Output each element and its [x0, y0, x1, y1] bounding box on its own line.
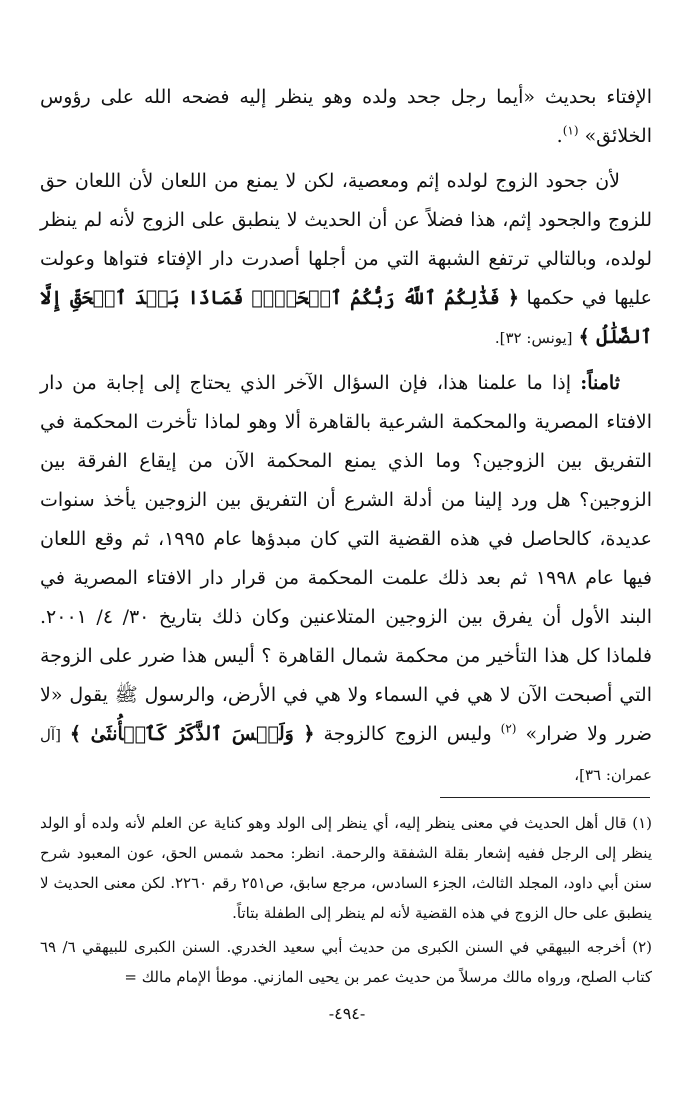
paragraph-3-text-continued: وليس الزوج كالزوجة: [323, 723, 492, 745]
paragraph-2-text: لأن جحود الزوج لولده إثم ومعصية، لكن لا يمنع من اللعان لأن اللعان حق للزوج والجحود إثم، هذا فضلاً عن أن الحديث لا ينطبق على الزوج لأنه لم ينظر لولده، وبالتالي ترتفع الشبهة التي من أجلها أصدرت دار الإفتاء فتواها وعولت عليها في حكمها: [40, 170, 652, 309]
page-number: -٤٩٤-: [328, 1004, 366, 1023]
paragraph-3: [40, 364, 652, 795]
paragraph-1-text: الإفتاء بحديث «أيما رجل جحد ولده وهو ينظر إليه فضحه الله على رؤوس الخلائق»: [40, 86, 652, 147]
section-lead-eighth: ثامناً:: [580, 372, 620, 394]
footnote-1: (١) قال أهل الحديث في معنى ينظر إليه، أي ينظر إلى الولد وهو كناية عن العلم لأنه ولده أو الولد ينظر إلى الرجل ففيه إشعار بقلة الشفقة والرحمة. انظر: محمد شمس الحق، عون المعبود شرح سنن أبي داود، المجلد الثالث، الجزء السادس، مرجع سابق، ص٢٥١ رقم ٢٢٦٠. لكن معنى الحديث لا ينطبق على حال الزوج في هذه القضية لأنه لم ينظر إلى الطفلة بتاتاً.: [40, 814, 652, 922]
paragraph-3-text: إذا ما علمنا هذا، فإن السؤال الآخر الذي يحتاج إلى إجابة من دار الافتاء المصرية والمحكمة الشرعية بالقاهرة ألا وهو لماذا تأخرت المحكمة في التفريق بين الزوجين؟ وما الذي يمنع المحكمة الآن من إيقاع الفرقة بين الزوجين؟ هل ورد إلينا من أدلة الشرع أن التفريق بين الزوجين يأخذ سنوات عديدة، كالحاصل في هذه القضية التي كان مبدؤها عام ١٩٩٥، ثم وقع اللعان فيها عام ١٩٩٨ ثم بعد ذلك علمت المحكمة من قرار دار الافتاء المصرية في البند الأول أن يفرق بين الزوجين المتلاعنين وكان ذلك بتاريخ ٣٠/ ٤/ ٢٠٠١. فلماذا كل هذا التأخير من محكمة شمال القاهرة ؟ أليس هذا ضرر على الزوجة التي أصبحت الآن لا هي في السماء ولا هي في الأرض، والرسول ﷺ يقول «لا ضرر ولا ضرار»: [40, 372, 652, 745]
footnote-separator: [440, 797, 650, 798]
paragraph-1-end: .: [556, 125, 563, 147]
footnote-ref-2[interactable]: (٢): [500, 721, 517, 736]
quran-verse-al-imran: ﴿ وَلَيۡسَ ٱلذَّكَرُ كَٱلۡأُنثَىٰ ﴾: [69, 723, 315, 745]
citation-al-imran: [آل عمران: ٣٦]،: [40, 726, 652, 784]
footnote-ref-1[interactable]: (١): [562, 123, 579, 138]
quran-verse-yunus: ﴿ فَذَٰلِكُمُ ٱللَّهُ رَبُّكُمُ ٱلۡحَقُّۖ فَمَاذَا بَعۡدَ ٱلۡحَقِّ إِلَّا ٱلضَّلَٰلُ ﴾: [40, 287, 652, 348]
paragraph-2: [40, 162, 652, 358]
citation-yunus: [يونس: ٣٢].: [494, 329, 573, 347]
paragraph-1: [40, 78, 652, 156]
footnote-2: (٢) أخرجه البيهقي في السنن الكبرى من حديث أبي سعيد الخدري. السنن الكبرى للبيهقي ٦/ ٦٩ كتاب الصلح، ورواه مالك مرسلاً من حديث عمر بن يحيى المازني. موطأ الإمام مالك =: [40, 938, 652, 986]
main-text: [40, 78, 652, 795]
footnotes: [40, 808, 652, 992]
